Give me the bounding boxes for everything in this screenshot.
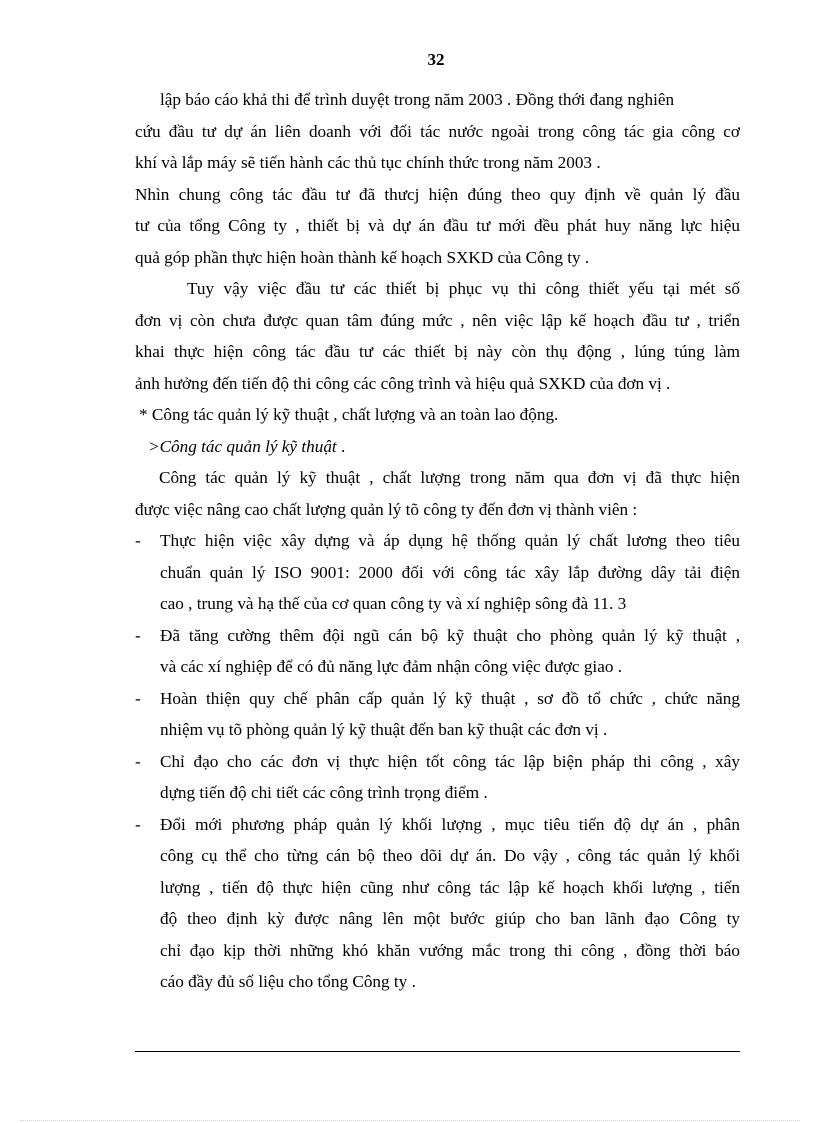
list-item	[135, 746, 740, 778]
footer-rule	[135, 1051, 740, 1052]
text-line: cứu đầu tư dự án liên doanh với đối tác nước ngoài trong công tác gia công cơ	[135, 121, 740, 141]
text-line: nhiệm vụ tõ phòng quản lý kỹ thuật đến ban kỹ thuật các đơn vị .	[160, 720, 608, 739]
text-line: lập báo cáo khả thi để trình duyệt trong năm 2003 . Đồng thới đang nghiên	[160, 90, 675, 109]
text-line: chuẩn quản lý ISO 9001: 2000 đối với công tác xây lắp đường dây tải điện	[160, 562, 740, 582]
list-item-text: Chỉ đạo cho các đơn vị thực hiện tốt công tác lập biện pháp thi công , xây	[160, 751, 740, 771]
subsection-heading-suffix: .	[336, 436, 346, 456]
list-item	[135, 683, 740, 715]
document-body	[135, 84, 740, 998]
text-line: độ theo định kỳ được nâng lên một bước giúp cho ban lãnh đạo Công ty	[160, 909, 740, 928]
text-line: ảnh hưởng đến tiến độ thi công các công trình và hiệu quả SXKD của đơn vị .	[135, 373, 671, 393]
text-line: tư của tổng Công ty , thiết bị và dự án đầu tư mới đều phát huy năng lực hiệu	[135, 216, 740, 235]
list-item-text: Hoàn thiện quy chế phân cấp quản lý kỹ thuật , sơ đồ tổ chức , chức năng	[160, 688, 740, 708]
list-item-text: Đổi mới phương pháp quản lý khối lượng , mục tiêu tiến độ dự án , phân	[160, 814, 740, 834]
list-item	[135, 525, 740, 557]
list-item-text: Đã tăng cường thêm đội ngũ cán bộ kỹ thuật cho phòng quản lý kỹ thuật ,	[160, 625, 740, 645]
text-line: khí và lắp máy sẽ tiến hành các thủ tục chính thức trong năm 2003 .	[135, 153, 601, 172]
list-item	[135, 809, 740, 841]
bullet-dash: -	[135, 688, 141, 708]
section-heading: * Công tác quản lý kỹ thuật , chất lượng và an toàn lao động.	[139, 405, 559, 424]
text-line: đơn vị còn chưa được quan tâm đúng mức , nên việc lập kế hoạch đầu tư , triển	[135, 310, 740, 330]
text-line: khai thực hiện công tác đầu tư các thiết bị này còn thụ động , lúng túng làm	[135, 342, 740, 361]
text-line: được việc nâng cao chất lượng quản lý tõ công ty đến đơn vị thành viên :	[135, 499, 638, 519]
text-line: Công tác quản lý kỹ thuật , chất lượng trong năm qua đơn vị đã thực hiện	[159, 468, 740, 487]
page-edge-dotted-line	[20, 1120, 800, 1121]
page-number: 32	[427, 50, 445, 69]
text-line: và các xí nghiệp để có đủ năng lực đảm nhận công việc được giao .	[160, 657, 623, 676]
text-line: cáo đầy đủ số liệu cho tổng Công ty .	[160, 972, 416, 991]
bullet-dash: -	[135, 814, 141, 834]
bullet-dash: -	[135, 625, 141, 645]
bullet-dash: -	[135, 531, 141, 550]
text-line: quả góp phần thực hiện hoàn thành kế hoạch SXKD của Công ty .	[135, 247, 590, 267]
list-item-text: Thực hiện việc xây dựng và áp dụng hệ thống quản lý chất lương theo tiêu	[160, 531, 740, 550]
bullet-dash: -	[135, 751, 141, 771]
list-item	[135, 620, 740, 652]
subsection-heading	[135, 431, 740, 463]
text-line: dựng tiến độ chi tiết các công trình trọng điểm .	[160, 783, 488, 802]
text-line: Nhìn chung công tác đầu tư đã thưcj hiện đúng theo quy định về quản lý đầu	[135, 184, 740, 204]
text-line: công cụ thể cho từng cán bộ theo dõi dự án. Do vậy , công tác quản lý khối	[160, 846, 740, 865]
text-line: Tuy vậy việc đầu tư các thiết bị phục vụ thi công thiết yếu tại mét số	[187, 279, 740, 298]
subsection-heading-text: >Công tác quản lý kỹ thuật	[148, 436, 337, 456]
text-line: lượng , tiến độ thực hiện cũng như công tác lập kế hoạch khối lượng , tiến	[160, 877, 740, 897]
text-line: cao , trung và hạ thế của cơ quan công ty và xí nghiệp sông đà 11. 3	[160, 594, 627, 613]
text-line: chỉ đạo kịp thời những khó khăn vướng mắc trong thi công , đồng thời báo	[160, 940, 740, 960]
